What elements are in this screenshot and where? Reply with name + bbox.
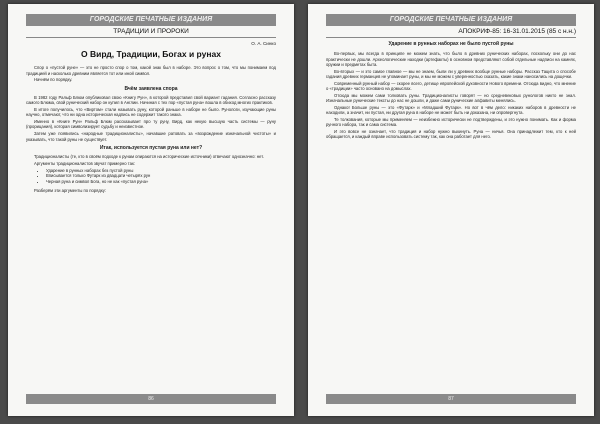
body-paragraph: Именно в «Книге Рун» Ральф Блюм рассказывает про ту руну, Вирд, как некую высшую часть системы — руну (прорицания), которая символизирует судьбу и неизвестное.: [26, 119, 276, 130]
article-author: О. А. Синко: [251, 41, 276, 46]
body-paragraph: Однако! Больше руны — это «Футарк» и «Младший Футарк». Но вот в чём дело: никаких наборов в древности не находили, а значит, ни пустая, ни другая руна в наборе не может быть ни доказана, ни опровергнута.: [326, 104, 576, 116]
section-heading: Итак, используется пустая руна или нет?: [99, 144, 203, 151]
body-paragraph: Во-вторых — и это самое главное — мы не знаем, были ли у древних вообще рунные наборы. Рассказ Тацита о способе гадания древних германцев не упоминает руны, и мы не можем с уверенностью сказать, какие знаки наносились на дощечки.: [326, 68, 576, 79]
left-page-number: 86: [26, 394, 276, 404]
section-title: Ударение в рунных наборах не было пустой руны: [388, 41, 514, 47]
body-paragraph: И это вовсе не означает, что традиция и набор нужно выкинуть. Руна — ничья. Она принадлежит тем, кто к ней обращается, и каждый вправе использовать систему так, как она работает для него.: [326, 129, 576, 140]
section-heading: Вчём заявлена спора: [124, 85, 178, 92]
body-paragraph: Традиционалисты (те, кто в своём подходе к рунам опираются на исторические источники) отвечают однозначно: нет.: [34, 154, 264, 160]
argument-list: [26, 168, 276, 185]
list-item: • Ударение в рунных наборах без пустой руны: [46, 168, 276, 174]
body-paragraph: В 1982 году Ральф Блюм опубликовал свою «Книгу Рун», в которой представил свой вариант гадания. Согласно рассказу самого Блюма, свой рунический набор он купил в Англии. Начиная с тех пор «пустая руна» вошла в обиход многих практиков.: [26, 94, 276, 106]
right-content: [326, 42, 576, 140]
right-header-band: ГОРОДСКИЕ ПЕЧАТНЫЕ ИЗДАНИЯ: [326, 14, 576, 26]
issue-line: АПОКРИФ-85: 16-31.01.2015 (85 с н.н.): [326, 28, 576, 38]
right-page-number: 87: [326, 394, 576, 404]
list-item: • Черная руна и символ Бога, но не как «пустая руна»: [46, 179, 276, 185]
right-page: [308, 4, 594, 416]
body-paragraph: Отсюда мы можем сами толковать руны. Традиционалисты говорят — но средневековых рунологов никто не знал. Изначальные рунические тексты до нас не дошли, и даже сами рунические алфавиты менялись.: [326, 92, 576, 104]
body-paragraph: Современный рунный набор — скорее всего, детище европейской духовности Нового времени. Отсюда видно, что мнение о «традиции» часто основано на домыслах.: [326, 80, 576, 92]
body-paragraph: В итоге получилось, что «Виртом» стали называть руну, которой раньше в наборе не было. Рунологи, изучающие руны научно, отмечают, что ни одна историческая надпись не содержит такого знака.: [26, 107, 276, 118]
body-paragraph: Затем уже появились «народные традиционалисты», начавшие ратовать за «возрождение изначальной чистоты» и указывать, что такой руны не существует.: [26, 131, 276, 142]
left-rubric: ТРАДИЦИИ И ПРОРОКИ: [26, 28, 276, 38]
intro-paragraph: Начнём по порядку.: [34, 77, 73, 83]
body-paragraph: Аргументы традиционалистов звучат примерно так:: [34, 160, 135, 166]
body-paragraph: Те толкования, которые мы применяем — неизбежно исторически не подтверждены, и это нужно понимать. Как и форма рунного набора, так и сама система.: [326, 117, 576, 128]
body-paragraph: Во-первых, мы всегда в принципе не можем знать, что было в древних рунических наборах, поскольку они до нас практически не дошли. Археологические находки (артефакты) в основном представляют собой отдельные надписи на камнях, оружии и предметах быта.: [326, 51, 576, 67]
closing-paragraph: Разберём эти аргументы по порядку:: [34, 187, 106, 193]
left-header-band: ГОРОДСКИЕ ПЕЧАТНЫЕ ИЗДАНИЯ: [26, 14, 276, 26]
left-page: [8, 4, 294, 416]
left-content: [26, 41, 276, 193]
list-item: • Вписывается только Футарк из двадцати четырёх рун: [46, 173, 276, 179]
article-title: О Вирд, Традиции, Богах и рунах: [81, 49, 221, 60]
intro-paragraph: Спор о «пустой руне» — это не просто спор о том, какой знак был в наборе. Это вопрос о том, что мы понимаем под традицией и насколько древним является тот или иной символ.: [26, 65, 276, 76]
